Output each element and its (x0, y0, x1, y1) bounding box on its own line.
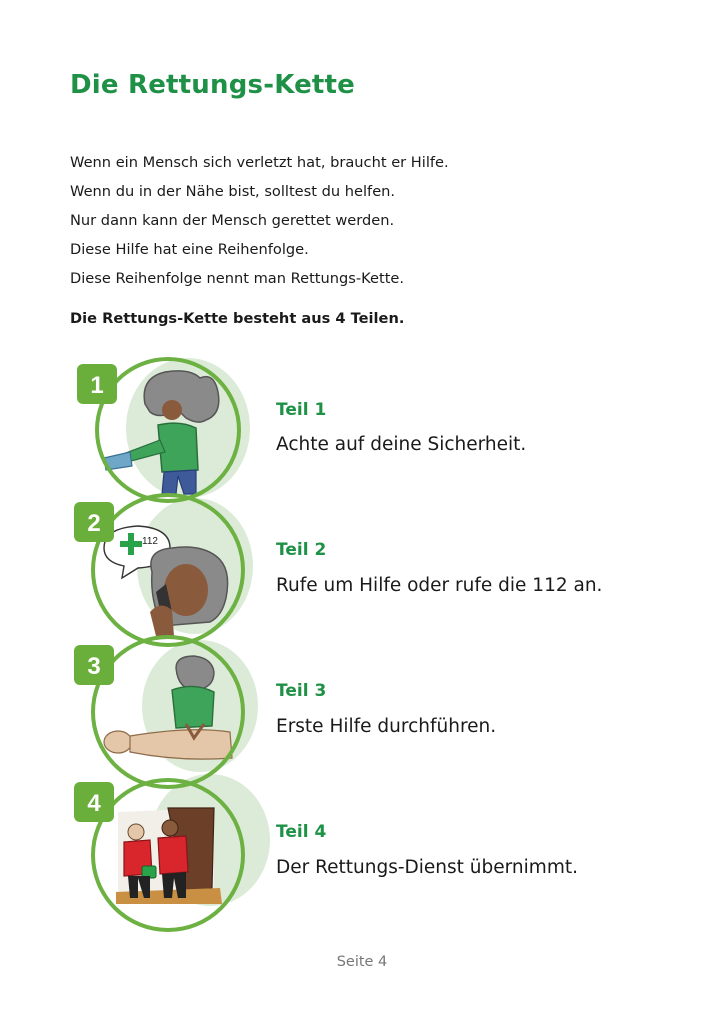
step-4-illustration (116, 808, 222, 904)
paramedic-head (162, 820, 178, 836)
part-2-label: Teil 2 (276, 540, 327, 560)
intro-line: Diese Hilfe hat eine Reihenfolge. (70, 241, 309, 258)
subheading: Die Rettungs-Kette besteht aus 4 Teilen. (70, 310, 405, 327)
badge-number: 3 (87, 653, 101, 680)
badge-number: 2 (87, 510, 101, 537)
green-sweater (172, 686, 214, 728)
paramedic-jacket (158, 836, 188, 874)
paramedic-head (128, 824, 144, 840)
patient-head (104, 731, 132, 753)
part-4-label: Teil 4 (276, 822, 327, 842)
part-4-text: Der Rettungs-Dienst übernimmt. (276, 857, 578, 878)
badge-number: 1 (90, 372, 104, 399)
part-1-text: Achte auf deine Sicherheit. (276, 434, 527, 455)
part-3-label: Teil 3 (276, 681, 327, 701)
hand-shape (150, 605, 174, 636)
page-number: Seite 4 (336, 954, 388, 970)
intro-line: Nur dann kann der Mensch gerettet werden. (70, 212, 395, 229)
bubble-112-text: 112 (142, 536, 158, 547)
green-sweater (158, 423, 198, 472)
patient-body (130, 730, 232, 759)
face-shape (162, 400, 182, 420)
part-2-text: Rufe um Hilfe oder rufe die 112 an. (276, 575, 603, 596)
intro-line: Diese Reihenfolge nennt man Rettungs-Kette. (70, 270, 405, 287)
intro-line: Wenn ein Mensch sich verletzt hat, braucht er Hilfe. (70, 154, 449, 171)
intro-line: Wenn du in der Nähe bist, solltest du helfen. (70, 183, 396, 200)
page-title: Die Rettungs-Kette (70, 70, 356, 100)
badge-number: 4 (87, 790, 101, 817)
part-1-label: Teil 1 (276, 400, 327, 420)
part-3-text: Erste Hilfe durchführen. (276, 716, 497, 737)
hair-shape (176, 656, 214, 690)
hair-shape (144, 371, 219, 422)
